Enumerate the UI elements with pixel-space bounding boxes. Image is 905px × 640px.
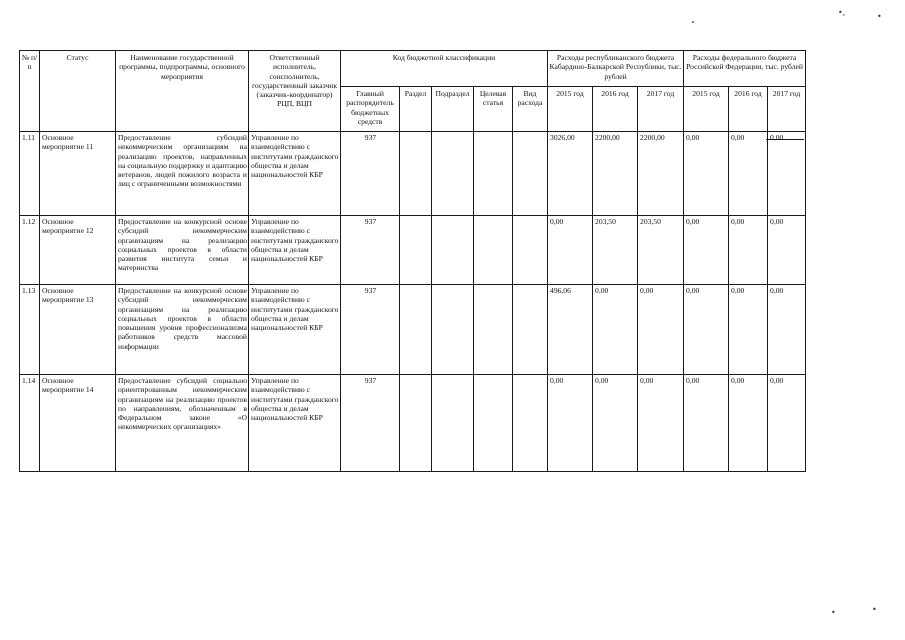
row-subsection [432,216,474,285]
row-name: Предоставление на конкурсной основе субсидий некоммерческим организациям на реализацию социальных проектов в области повышения уровня профессионализма работников средств массовой информации [116,285,249,375]
row-grbs: 937 [341,216,400,285]
row-status: Основное мероприятие 11 [40,132,116,216]
row-num: 1.12 [20,216,40,285]
row-rep-2016: 2200,00 [593,132,638,216]
header-num: № п/п [20,51,40,132]
row-rep-2015: 3026,00 [548,132,593,216]
row-grbs: 937 [341,285,400,375]
row-grbs: 937 [341,132,400,216]
row-target-item [474,132,513,216]
scan-speck: • [872,605,877,614]
row-expense-type [513,132,548,216]
header-responsible: Ответственный исполнитель, соисполнитель, государственный заказчик (заказчик-координатор) РЦП, ВЦП [249,51,341,132]
header-grbs: Главный распорядитель бюджетных средств [341,87,400,132]
row-status: Основное мероприятие 12 [40,216,116,285]
row-fed-2016: 0,00 [729,216,768,285]
header-expense-type: Вид расхода [513,87,548,132]
row-name: Предоставление субсидий социально ориентированным некоммерческим организациям на реализацию проектов по направлениям, обозначенным в Федеральном законе «О некоммерческих организациях» [116,375,249,472]
row-num: 1.13 [20,285,40,375]
row-rep-2017: 0,00 [638,375,684,472]
header-rep-2016: 2016 год [593,87,638,132]
row-fed-2017: 0,00 [768,285,806,375]
scan-speck: • [831,608,836,617]
row-rep-2016: 0,00 [593,285,638,375]
row-subsection [432,285,474,375]
row-fed-2015: 0,00 [684,216,729,285]
row-responsible: Управление по взаимодействию с институтами гражданского общества и делам национальностей КБР [249,216,341,285]
row-rep-2017: 0,00 [638,285,684,375]
row-fed-2016: 0,00 [729,285,768,375]
header-fed-2017: 2017 год [768,87,806,132]
header-target-item: Целевая статья [474,87,513,132]
row-fed-2015: 0,00 [684,375,729,472]
row-name: Предоставление на конкурсной основе субсидий некоммерческим организациям на реализацию социальных проектов в области развития института семьи и материнства [116,216,249,285]
row-fed-2017: 0,00 [768,132,806,216]
scan-speck [692,21,694,23]
header-status: Статус [40,51,116,132]
row-target-item [474,375,513,472]
row-rep-2017: 203,50 [638,216,684,285]
row-responsible: Управление по взаимодействию с институтами гражданского общества и делам национальностей КБР [249,285,341,375]
cell-underline [766,139,804,140]
row-target-item [474,216,513,285]
row-fed-2017: 0,00 [768,375,806,472]
row-status: Основное мероприятие 14 [40,375,116,472]
row-rep-2015: 0,00 [548,216,593,285]
row-grbs: 937 [341,375,400,472]
row-rep-2015: 496,06 [548,285,593,375]
row-section [400,285,432,375]
header-fed-2016: 2016 год [729,87,768,132]
header-rep-2015: 2015 год [548,87,593,132]
row-name: Предоставление субсидий некоммерческим организациям на реализацию проектов, направленных на социальную поддержку и адаптацию ветеранов, людей пожилого возраста и лиц с ограниченными возможностями [116,132,249,216]
table-row [20,375,806,472]
row-rep-2016: 0,00 [593,375,638,472]
row-responsible: Управление по взаимодействию с институтами гражданского общества и делам национальностей КБР [249,132,341,216]
header-rep-2017: 2017 год [638,87,684,132]
row-expense-type [513,375,548,472]
row-fed-2016: 0,00 [729,375,768,472]
row-rep-2015: 0,00 [548,375,593,472]
budget-expenses-table [19,50,806,472]
row-rep-2017: 2200,00 [638,132,684,216]
row-fed-2015: 0,00 [684,132,729,216]
row-fed-2017: 0,00 [768,216,806,285]
row-fed-2015: 0,00 [684,285,729,375]
header-subsection: Подраздел [432,87,474,132]
row-section [400,375,432,472]
row-num: 1.11 [20,132,40,216]
header-republic-group: Расходы республиканского бюджета Кабардино-Балкарской Республики, тыс. рублей [548,51,684,87]
row-target-item [474,285,513,375]
row-num: 1.14 [20,375,40,472]
scan-speck: •, [838,8,846,17]
table-row [20,132,806,216]
row-rep-2016: 203,50 [593,216,638,285]
row-status: Основное мероприятие 13 [40,285,116,375]
row-expense-type [513,285,548,375]
row-section [400,132,432,216]
row-expense-type [513,216,548,285]
scan-speck: • [877,12,882,21]
header-federal-group: Расходы федерального бюджета Российской Федерации, тыс. рублей [684,51,806,87]
table-row [20,216,806,285]
row-section [400,216,432,285]
row-subsection [432,375,474,472]
row-fed-2016: 0,00 [729,132,768,216]
header-bcc-group: Код бюджетной классификации [341,51,548,87]
table-row [20,285,806,375]
header-section: Раздел [400,87,432,132]
header-name: Наименование государственной программы, подпрограммы, основного мероприятия [116,51,249,132]
header-fed-2015: 2015 год [684,87,729,132]
row-subsection [432,132,474,216]
row-responsible: Управление по взаимодействию с институтами гражданского общества и делам национальностей КБР [249,375,341,472]
